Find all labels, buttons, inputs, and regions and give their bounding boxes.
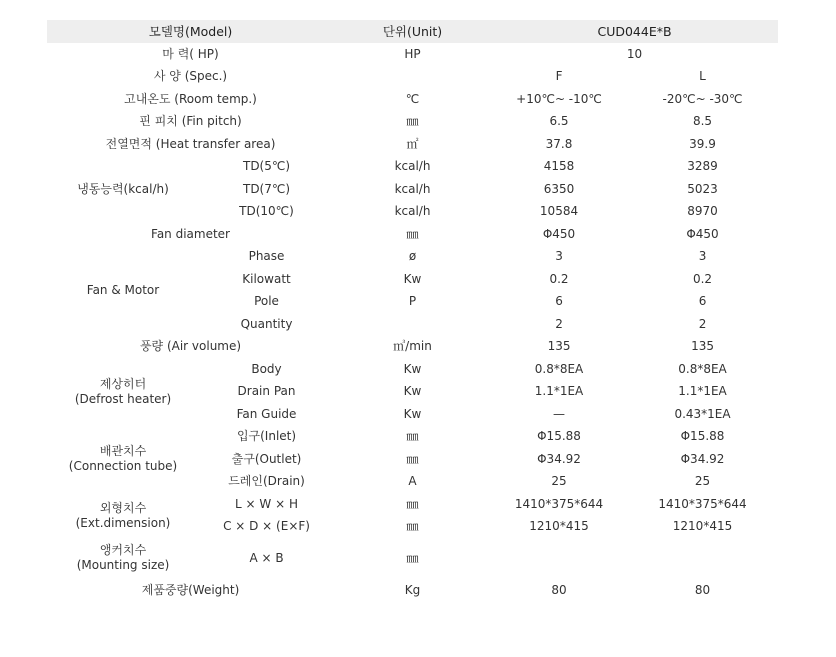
value-l: 0.8*8EA [678,361,727,376]
unit-cell: ㎜ [406,114,419,129]
value-l: 80 [694,582,711,597]
value-f: 25 [551,474,567,489]
sub-label: Fan Guide [236,406,297,421]
row-label: Fan diameter [151,226,230,241]
table-row [47,336,778,359]
group-label-ko: 앵커치수 [99,543,147,557]
value-f: 1.1*1EA [534,384,584,399]
group-label [47,538,199,578]
unit-cell: ø [408,249,417,264]
group-label-ko: 외형치수 [99,500,147,515]
table-row [47,538,778,578]
unit-cell: ㎜ [406,496,419,511]
value-l: 5023 [687,181,718,196]
unit-cell: Kw [403,271,422,286]
unit-cell: Kw [403,361,422,376]
value-l: -20℃~ -30℃ [662,91,743,106]
value-l: 3289 [687,159,718,174]
value-l: 8.5 [692,114,713,129]
unit-cell: ㎜ [406,550,419,565]
spec-table [47,20,778,602]
row-label: 고내온도 (Room temp.) [124,91,257,106]
group-label-en: (Connection tube) [68,459,178,474]
row-label: 제품중량(Weight) [141,582,240,597]
sub-label: 입구(Inlet) [236,429,297,444]
table-row [47,578,778,602]
value-l: 2 [698,316,707,331]
unit-cell: ℃ [405,91,420,106]
group-label-ko: 제상히터 [99,376,147,391]
value-f: 10584 [539,204,579,219]
unit-cell: Kw [403,406,422,421]
row-label: 사 양 (Spec.) [153,69,228,84]
unit-cell: kcal/h [394,159,431,174]
sub-label: TD(7℃) [242,181,291,196]
value-cell: 10 [626,46,643,61]
table-row [47,66,778,89]
sub-label: 출구(Outlet) [231,451,302,466]
value-l: 8970 [687,204,718,219]
group-label [47,358,199,426]
value-f: Φ34.92 [537,451,581,466]
row-label: 마 력( HP) [162,46,219,61]
unit-cell: ㎜ [406,226,419,241]
table-row [47,493,778,516]
value-f: 0.8*8EA [534,361,584,376]
table-row [47,223,778,246]
value-f: Φ450 [542,226,576,241]
sub-label: TD(5℃) [242,159,291,174]
header-unit: 단위(Unit) [334,20,491,43]
sub-label: C × D × (E×F) [223,519,310,534]
unit-cell [334,66,491,89]
sub-label: A × B [249,550,284,565]
group-label-en: (Defrost heater) [74,391,172,406]
row-label: 핀 피치 (Fin pitch) [139,114,242,129]
unit-cell: ㎥/min [393,339,432,354]
unit-cell: Kw [403,384,422,399]
value-f: 6350 [543,181,575,196]
value-l: 6 [698,294,707,309]
value-f: 6.5 [549,114,569,129]
table-row [47,133,778,156]
header-row [47,20,778,43]
unit-cell: kcal/h [394,204,431,219]
group-label: Fan & Motor [86,283,160,297]
sub-label: TD(10℃) [239,204,294,219]
value-f: — [553,406,566,421]
value-f: 0.2 [549,271,569,286]
value-f: 135 [547,339,571,354]
value-l: 0.43*1EA [674,406,731,421]
unit-cell: P [408,294,417,309]
value-f: +10℃~ -10℃ [516,91,602,106]
value-l: 25 [694,474,711,489]
unit-cell: kcal/h [394,181,431,196]
sub-label: 드레인(Drain) [228,474,305,489]
table-row [47,88,778,111]
unit-cell: ㎜ [406,451,419,466]
table-row [47,43,778,66]
value-f: 1210*415 [529,519,589,534]
sub-label: Pole [254,294,279,309]
group-label [47,493,199,538]
value-f: 1410*375*644 [514,496,604,511]
group-label-ko: 배관치수 [99,444,147,459]
sub-label: Phase [248,249,285,264]
value-l: 1210*415 [672,519,733,534]
value-l: 1.1*1EA [678,384,727,399]
sub-label: L × W × H [235,496,298,511]
row-label: 풍량 (Air volume) [139,339,242,354]
unit-cell: HP [404,46,421,61]
value-f [491,538,627,578]
value-f: 6 [555,294,563,309]
sub-label: Body [251,361,282,376]
sub-label: Drain Pan [237,384,296,399]
value-l: 1410*375*644 [658,496,747,511]
unit-cell: ㎡ [406,136,419,151]
value-l [627,538,778,578]
value-l: 3 [698,249,707,264]
unit-cell: ㎜ [406,429,419,444]
value-f: 37.8 [545,136,573,151]
unit-cell: A [408,474,417,489]
value-l: Φ34.92 [680,451,725,466]
group-label-en: (Mounting size) [76,558,170,572]
table-row [47,156,778,179]
unit-cell: ㎜ [406,519,419,534]
value-l: 39.9 [689,136,716,151]
table-row [47,426,778,449]
unit-cell [334,313,491,336]
table-row [47,358,778,381]
unit-cell: Kg [404,582,421,597]
value-l: Φ450 [686,226,719,241]
sub-label: Kilowatt [242,271,291,286]
value-f: 80 [551,582,567,597]
header-model: 모델명(Model) [47,20,334,43]
value-f: 4158 [543,159,575,174]
header-code: CUD044E*B [491,20,778,43]
value-f: F [555,69,563,84]
table-row [47,111,778,134]
value-f: 2 [555,316,563,331]
value-l: Φ15.88 [680,429,725,444]
group-label-en: (Ext.dimension) [75,515,171,530]
value-l: L [699,69,706,84]
value-l: 0.2 [692,271,713,286]
row-label: 전열면적 (Heat transfer area) [105,136,276,151]
group-label: 냉동능력(kcal/h) [77,181,169,196]
group-label [47,426,199,494]
table-row [47,246,778,269]
sub-label: Quantity [240,316,293,331]
value-f: 3 [555,249,563,264]
value-l: 135 [691,339,714,354]
value-f: Φ15.88 [537,429,581,444]
